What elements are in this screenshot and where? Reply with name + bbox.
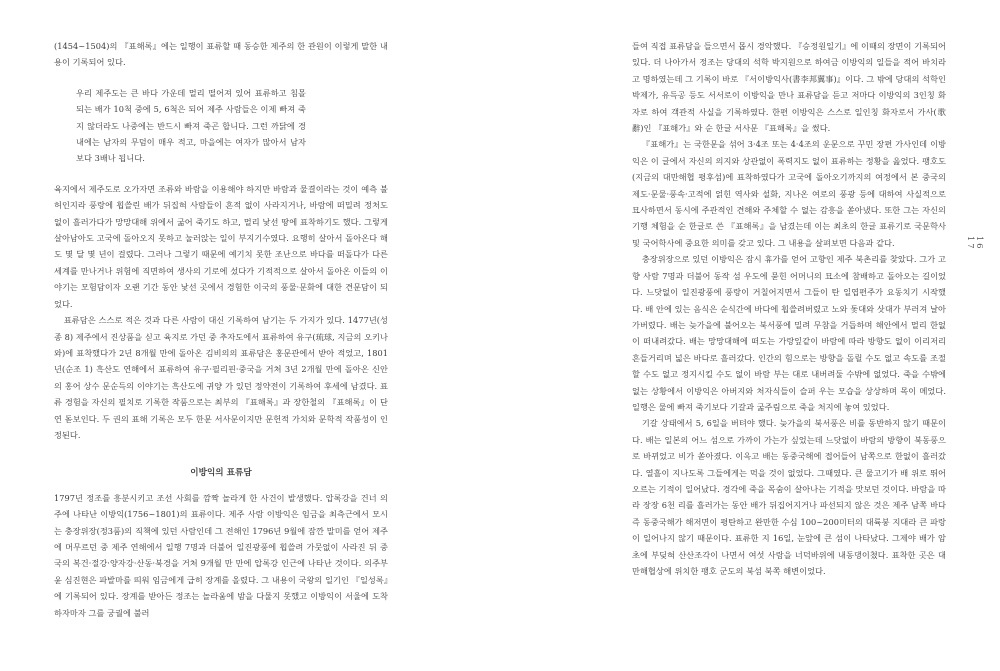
page-numbers [966,236,984,250]
body-paragraph-1: 육지에서 제주도로 오가자면 조류와 바람을 이용해야 하지만 바람과 물결이라는 것이 예측 불허인지라 풍랑에 휩쓸린 배가 뒤집혀 사람들이 흔적 없이 사라지거나, 바람에 떠밀려 정처도 없이 흘러가다가 망망대해 위에서 굶어 죽기도 하고, 멀리 낯선 땅에 표착하기도 했다. 그렇게 살아남아도 고국에 돌아오지 못하고 눌러앉는 일이 부지기수였다. 요행히 살아서 돌아온다 해도 몇 달 몇 년이 걸렸다. 그러나 그렇기 때문에 예기치 못한 조난으로 바다를 떠돌다가 다른 세계를 만나거나 위험에 직면하여 생사의 기로에 섰다가 기적적으로 살아서 돌아온 이들의 이야기는 모험담이자 오랜 기간 동안 낯선 곳에서 경험한 이국의 풍물·문화에 대한 견문담이 되었다. [54,183,388,309]
body-paragraph-3: 1797년 정조를 흥분시키고 조선 사회를 깜짝 놀라게 한 사건이 발생했다. 압록강을 건너 의주에 나타난 이방익(1756~1801)의 표류이다. 제주 사람 이방익은 임금을 최측근에서 모시는 충장위장(정3품)의 직책에 있던 사람인데 그 전해인 1796년 9월에 잠깐 말미를 얻어 제주에 머무르던 중 제주 연해에서 일행 7명과 더불어 일진광풍에 휩쓸려 가뭇없이 사라진 뒤 중국의 복건·절강·양자강·산동·북경을 거쳐 9개월 만 만에 압록강 인근에 나타난 것이다. 의주부윤 심진현은 파발마를 띄워 임금에게 급히 장계를 올렸다. 그 내용이 국왕의 일기인 『일성록』에 기록되어 있다. 장계를 받아든 정조는 놀라움에 밤을 다물지 못했고 이방익이 서울에 도착하자마자 그를 궁궐에 불러 [54,492,388,618]
right-paragraph-1: 들여 직접 표류담을 들으면서 몹시 경악했다. 『승정원일기』에 이때의 장면이 기록되어 있다. 더 나아가서 정조는 당대의 석학 박지원으로 하여금 이방익의 일들을 적어 바치라고 명하였는데 그 기록이 바로 『서이방익사(書李邦翼事)』이다. 그 밖에 당대의 석학인 박제가, 유득공 등도 서서로이 이방익을 만나 표류담을 듣고 저마다 이방익의 3인칭 화자로 하여 객관적 사실을 기록하였다. 한편 이방익은 스스로 일인칭 화자로서 가사(歌辭)인 『표해가』와 순 한글 서사문 『표해록』을 썼다. [632,41,946,134]
section-heading: 이방익의 표류담 [190,468,252,479]
page-number-right: 17 [966,236,976,251]
block-quote: 우리 제주도는 큰 바다 가운데 멀리 떨어져 있어 표류하고 침몰되는 배가 10척 중에 5, 6척은 되어 제주 사람들은 이제 빠져 죽지 않더라도 나중에는 반드시 빠져 죽곤 합니다. 그런 까닭에 경내에는 남자의 무덤이 매우 적고, 마을에는 여자가 많아서 남자보다 3배나 됩니다. [76,87,306,164]
left-text-column [54,38,388,621]
body-paragraph-2: 표류담은 스스로 적은 것과 다른 사람이 대신 기록하여 남기는 두 가지가 있다. 1477년(성종 8) 제주에서 진상품을 싣고 육지로 가던 중 추자도에서 표류하여 유구(琉球, 지금의 오키나와)에 표착했다가 2년 8개월 만에 돌아온 김비의의 표류담은 홍문관에서 받아 적었고, 1801년(순조 1) 흑산도 연해에서 표류하여 유구·필리핀·중국을 거쳐 3년 2개월 만에 돌아온 신안의 홍어 상수 문순득의 이야기는 흑산도에 귀양 가 있던 정약전이 기록하여 후세에 남겼다. 표류 경험을 자신의 필치로 기록한 작품으로는 최부의 『표해록』과 장한철의 『표해록』이 단연 돋보인다. 두 권의 표해 기록은 모두 한문 서사문이지만 문헌적 가치와 문학적 작품성이 인정된다. [54,315,388,440]
right-paragraph-4: 기갈 상태에서 5, 6일을 버텨야 했다. 늦가을의 북서풍은 비를 동반하지 않기 때문이다. 배는 일본의 어느 섬으로 가까이 가는가 싶었는데 느닷없이 바람의 방향이 북동풍으로 바뀌었고 비가 쏟아졌다. 이윽고 배는 동중국해에 접어들어 남쪽으로 한없이 흘러갔다. 열흘이 지나도록 그들에게는 먹을 것이 없었다. 그때였다. 큰 물고기가 배 위로 뛰어오르는 기적이 일어났다. 경각에 죽을 목숨이 살아나는 기적을 맛보던 것이다. 바람을 따라 장장 6천 리를 흘러가는 동안 배가 뒤집어지거나 파선되지 않은 것은 제주 남쪽 바다 즉 동중국해가 해저면이 평탄하고 완만한 수심 100~200미터의 대륙붕 지대라 큰 파랑이 일어나지 않기 때문이다. 표류한 지 16일, 눈앞에 큰 섬이 나타났다. 그제야 배가 암초에 부딪혀 산산조각이 나면서 여섯 사람을 너덕바위에 내동댕이쳤다. 표착한 곳은 대만해협상에 위치한 팽호 군도의 북섬 북쪽 해변이었다. [632,418,946,576]
page-number-left: 16 [975,236,985,251]
right-text-column [632,38,946,579]
right-paragraph-3: 충장위장으로 있던 이방익은 잠시 휴가를 얻어 고향인 제주 북촌리를 찾았다. 그가 고향 사람 7명과 더불어 동작 섬 우도에 묻힌 어머니의 묘소에 참배하고 돌아오는 길이었다. 느닷없이 일진광풍에 풍랑이 거칠어지면서 그들이 탄 일엽편주가 요동치기 시작했다. 배 안에 있는 음식은 순식간에 바다에 휩쓸려버렸고 노와 돛대와 삿대가 부러져 날아가버렸다. 배는 늦가을에 불어오는 북서풍에 밀려 무참을 거듭하며 해안에서 멀리 한없이 떠내려갔다. 배는 망망대해에 떠도는 가랑잎같이 바람에 따라 방향도 없이 이리저리 흔들거리며 넓은 바다로 흘러갔다. 인간의 힘으로는 방향을 돌릴 수도 없고 속도를 조절할 수도 없고 정지시킬 수도 없이 바람 부는 대로 내버려둘 수밖에 없었다. 죽을 수밖에 없는 상황에서 이방익은 아버지와 처자식들이 슬퍼 우는 모습을 상상하며 목이 메었다. 일행은 물에 빠져 죽기보다 기갈과 굶주림으로 죽을 처지에 놓여 있었다. [632,254,946,412]
right-paragraph-2: 『표해가』는 국한문을 섞어 3·4조 또는 4·4조의 운문으로 꾸민 장편 가사인데 이방익은 이 글에서 자신의 의지와 상관없이 폭력지도 없이 표류하는 정황을 읊었다. 팽호도(지금의 대만해협 평후섬)에 표착하였다가 고국에 돌아오기까지의 여정에서 본 중국의 제도·문물·풍속·고적에 얽힌 역사와 설화, 지나온 여로의 풍광 등에 대하여 사실적으로 묘사하면서 동시에 주관적인 견해와 주체할 수 없는 감흥을 쏟아냈다. 또한 그는 자신의 기행 체험을 순 한글로 쓴 『표해록』을 남겼는데 이는 최초의 한글 표류기로 국문학사 및 국어학사에 중요한 의미를 갖고 있다. 그 내용을 살펴보면 다음과 같다. [632,139,946,248]
intro-paragraph: (1454~1504)의 『표해록』에는 일행이 표류할 때 동승한 제주의 한 관원이 이렇게 말한 내용이 기록되어 있다. [54,41,388,68]
right-page [500,0,1000,671]
